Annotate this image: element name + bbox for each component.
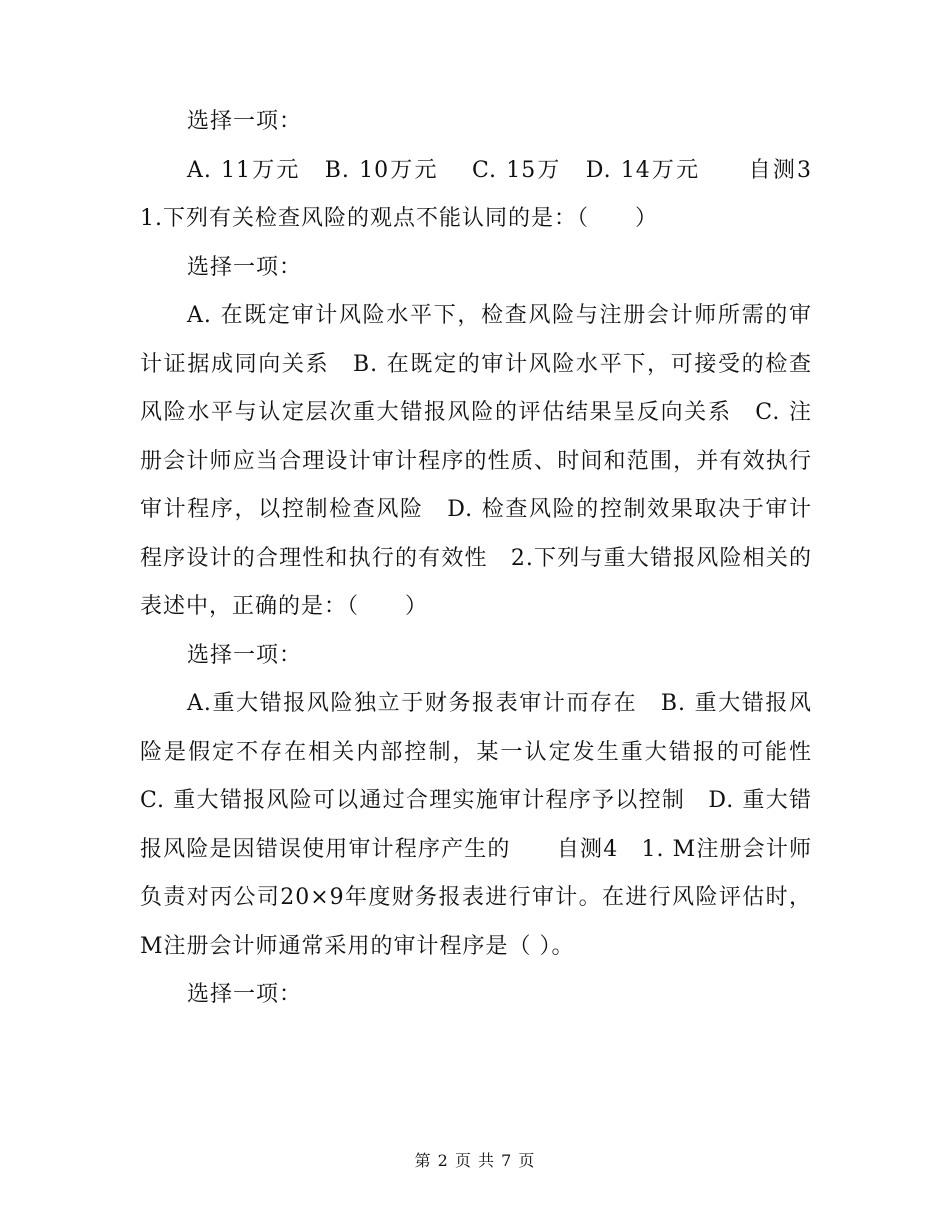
prompt-select-one: 选择一项：	[187, 642, 303, 668]
prompt-select-one: 选择一项：	[187, 109, 303, 134]
page-number-footer: 第 2 页 共 7 页	[414, 1151, 536, 1170]
prompt-select-one: 选择一项：	[187, 982, 303, 1007]
document-body	[140, 98, 836, 1020]
options-and-self-test-4-question-1: A.重大错报风险独立于财务报表审计而存在 B. 重大错报风险是假定不存在相关内部控制，某一认定发生重大错报的可能性 C. 重大错报风险可以通过合理实施审计程序予以控制 D. 重大错报风险是因错误使用审计程序产生的 自测4 1. M注册会计师负责对丙公司20×9年度财务报表进行审计。在进行风险评估时，M注册会计师通常采用的审计程序是（ ）。	[140, 691, 836, 959]
options-and-question-2: A. 在既定审计风险水平下，检查风险与注册会计师所需的审计证据成同向关系 B. 在既定的审计风险水平下，可接受的检查风险水平与认定层次重大错报风险的评估结果呈反向关系 C. 注册会计师应当合理设计审计程序的性质、时间和范围，并有效执行审计程序，以控制检查风险 D. 检查风险的控制效果取决于审计程序设计的合理性和执行的有效性 2.下列与重大错报风险相关的表述中，正确的是：（ ）	[140, 303, 812, 619]
prompt-select-one: 选择一项：	[187, 254, 303, 280]
options-and-self-test-3-question-1: A. 11万元 B. 10万元 C. 15万 D. 14万元 自测3 1.下列有关检查风险的观点不能认同的是：（ ）	[140, 157, 836, 231]
